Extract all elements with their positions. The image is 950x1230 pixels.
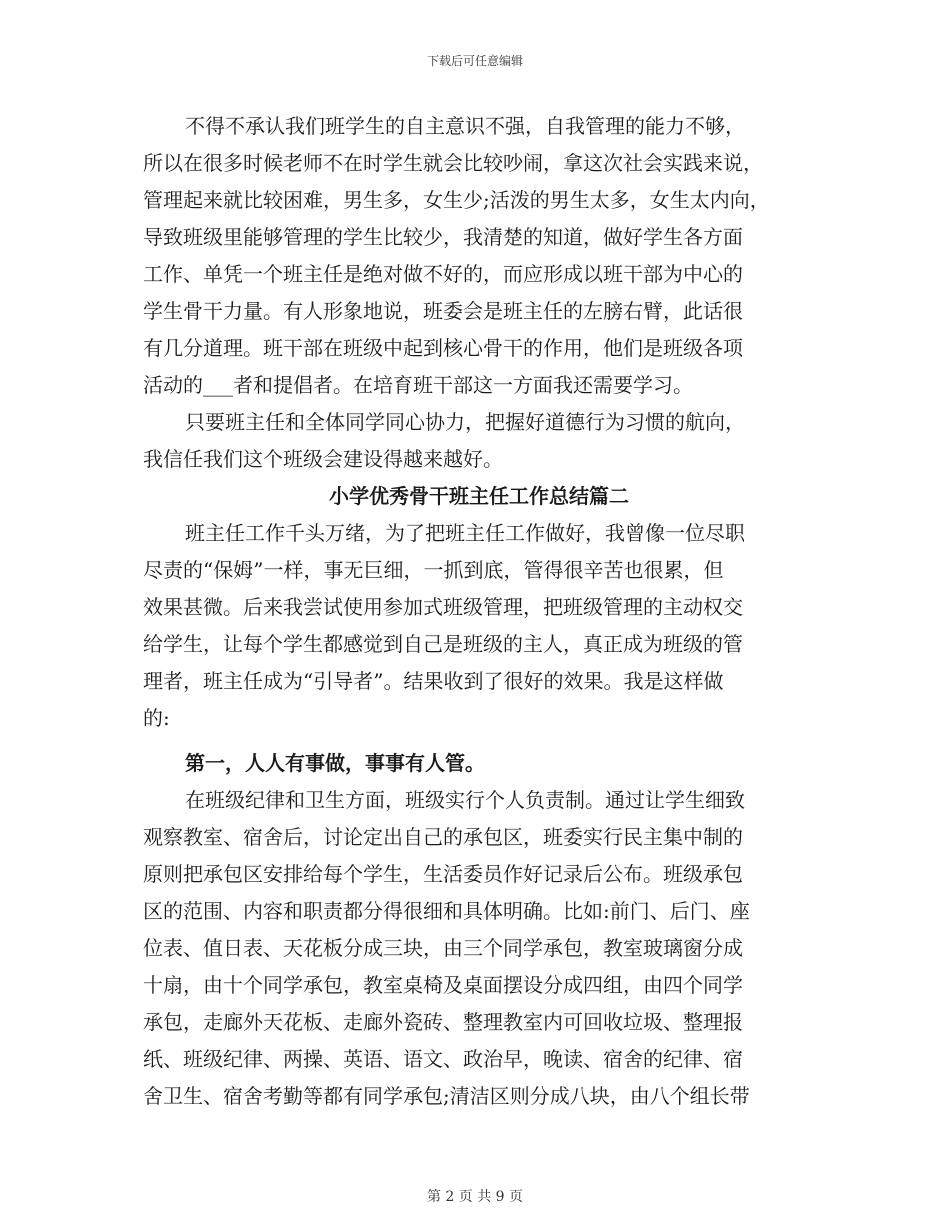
paragraph-line: 尽责的“保姆”一样，事无巨细，一抓到底，管得很辛苦也很累，但 xyxy=(143,558,724,582)
paragraph-line: 十扇，由十个同学承包，教室桌椅及桌面摆设分成四组，由四个同学 xyxy=(143,973,743,997)
paragraph-line: 的: xyxy=(143,706,170,730)
paragraph-line: 班主任工作千头万绪，为了把班主任工作做好，我曾像一位尽职 xyxy=(185,521,745,545)
paragraph-line: 区的范围、内容和职责都分得很细和具体明确。比如:前门、后门、座 xyxy=(143,899,750,923)
page-header: 下载后可任意编辑 xyxy=(426,54,523,68)
paragraph-line: 学生骨干力量。有人形象地说，班委会是班主任的左膀右臂，此话很 xyxy=(143,299,743,323)
paragraph-line: 不得不承认我们班学生的自主意识不强，自我管理的能力不够， xyxy=(185,114,745,138)
paragraph-line: 管理起来就比较困难，男生多，女生少;活泼的男生太多，女生太内向， xyxy=(143,188,770,212)
paragraph-line: 我信任我们这个班级会建设得越来越好。 xyxy=(143,447,503,471)
paragraph-line: 观察教室、宿舍后，讨论定出自己的承包区，班委实行民主集中制的 xyxy=(143,825,743,849)
paragraph-line: 有几分道理。班干部在班级中起到核心骨干的作用，他们是班级各项 xyxy=(143,336,743,360)
paragraph-line: 原则把承包区安排给每个学生，生活委员作好记录后公布。班级承包 xyxy=(143,862,743,886)
document-body xyxy=(143,108,815,1115)
page-footer: 第 2 页 共 9 页 xyxy=(426,1189,524,1205)
subheading: 第一，人人有事做，事事有人管。 xyxy=(185,751,485,775)
paragraph-line: 工作、单凭一个班主任是绝对做不好的，而应形成以班干部为中心的 xyxy=(143,262,743,286)
paragraph-line: 只要班主任和全体同学同心协力，把握好道德行为习惯的航向， xyxy=(185,410,745,434)
paragraph-line: 理者，班主任成为“引导者”。结果收到了很好的效果。我是这样做 xyxy=(143,669,724,693)
paragraph-line: 在班级纪律和卫生方面，班级实行个人负责制。通过让学生细致 xyxy=(185,788,745,812)
section-title: 小学优秀骨干班主任工作总结篇二 xyxy=(329,484,629,508)
paragraph-line: 纸、班级纪律、两操、英语、语文、政治早，晚读、宿舍的纪律、宿 xyxy=(143,1047,743,1071)
paragraph-line: 活动的___者和提倡者。在培育班干部这一方面我还需要学习。 xyxy=(143,373,693,397)
paragraph-line: 舍卫生、宿舍考勤等都有同学承包;清洁区则分成八块，由八个组长带 xyxy=(143,1084,750,1108)
paragraph-line: 所以在很多时候老师不在时学生就会比较吵闹，拿这次社会实践来说， xyxy=(143,151,763,175)
paragraph-line: 效果甚微。后来我尝试使用参加式班级管理，把班级管理的主动权交 xyxy=(143,595,743,619)
paragraph-line: 位表、值日表、天花板分成三块，由三个同学承包，教室玻璃窗分成 xyxy=(143,936,743,960)
paragraph-line: 导致班级里能够管理的学生比较少，我清楚的知道，做好学生各方面 xyxy=(143,225,743,249)
paragraph-line: 给学生，让每个学生都感觉到自己是班级的主人，真正成为班级的管 xyxy=(143,632,743,656)
paragraph-line: 承包，走廊外天花板、走廊外瓷砖、整理教室内可回收垃圾、整理报 xyxy=(143,1010,743,1034)
